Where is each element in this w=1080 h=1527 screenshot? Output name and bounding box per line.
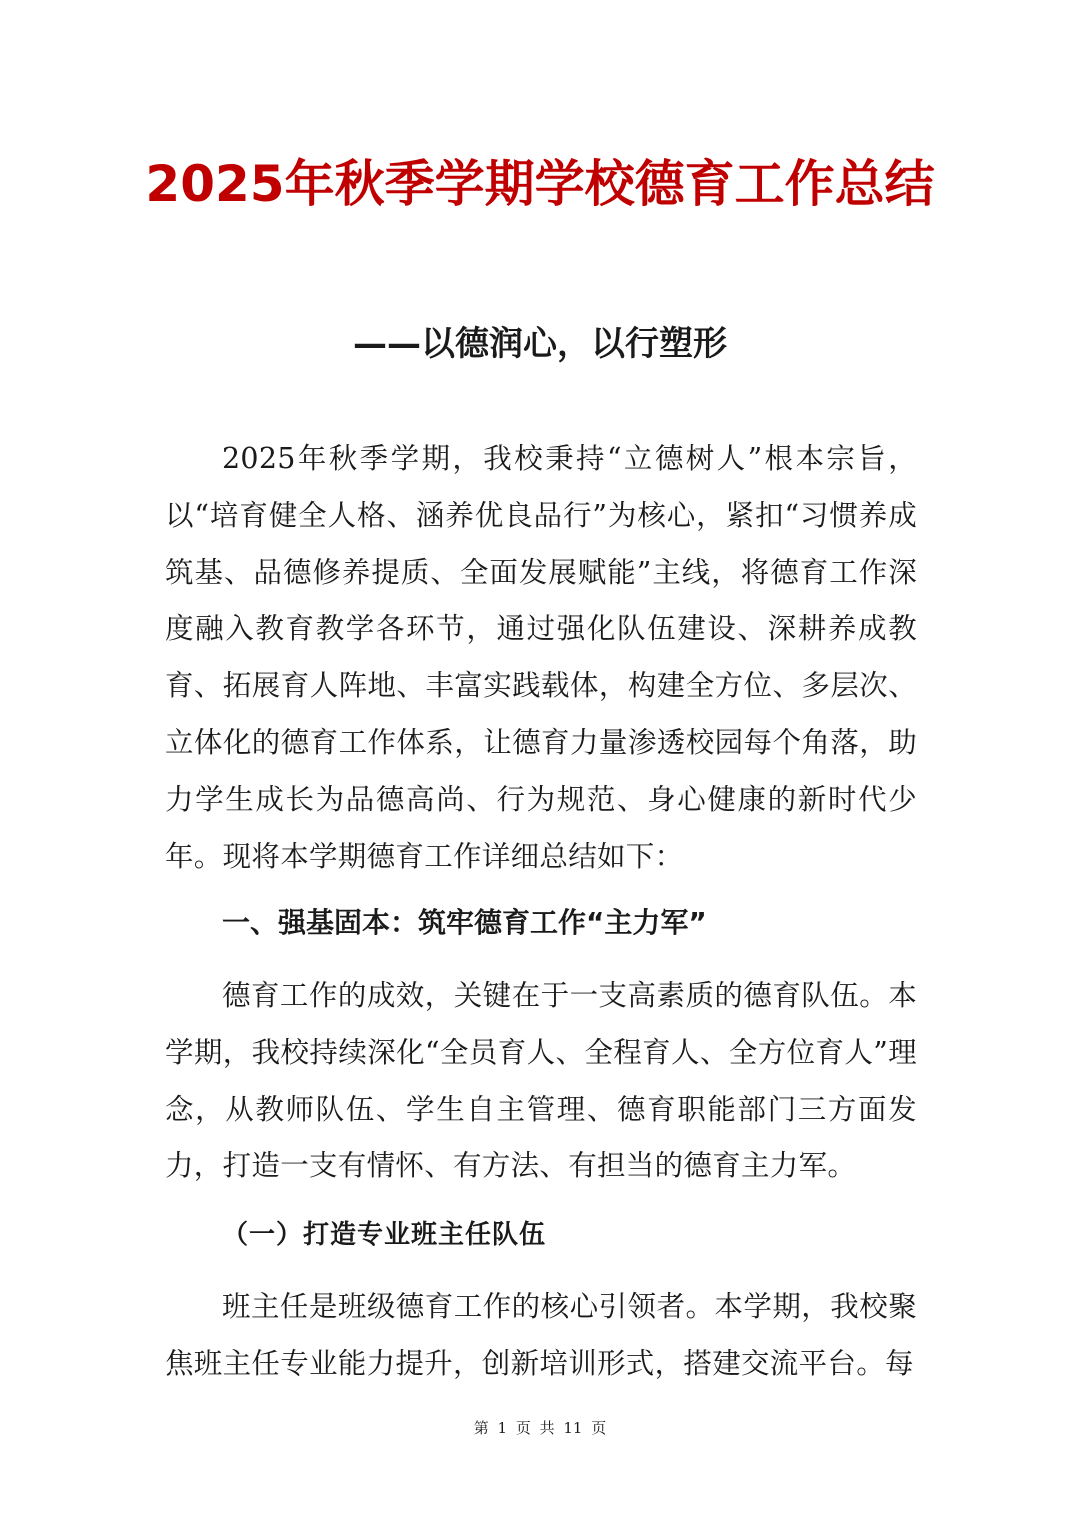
document-subtitle: ——以德润心，以行塑形 <box>353 324 727 364</box>
subsection-heading-1: （一）打造专业班主任队伍 <box>222 1220 547 1250</box>
section-1-paragraph: 德育工作的成效，关键在于一支高素质的德育队伍。本学期，我校持续深化“全员育人、全程育人、全方位育人”理念，从教师队伍、学生自主管理、德育职能部门三方面发力，打造一支有情怀、有方法、有担当的德育主力军。 <box>165 979 917 1183</box>
intro-paragraph: 2025年秋季学期，我校秉持“立德树人”根本宗旨，以“培育健全人格、涵养优良品行”为核心，紧扣“习惯养成筑基、品德修养提质、全面发展赋能”主线，将德育工作深度融入教育教学各环节，通过强化队伍建设、深耕养成教育、拓展育人阵地、丰富实践载体，构建全方位、多层次、立体化的德育工作体系，让德育力量渗透校园每个角落，助力学生成长为品德高尚、行为规范、身心健康的新时代少年。现将本学期德育工作详细总结如下： <box>165 442 917 873</box>
subsection-1-paragraph: 班主任是班级德育工作的核心引领者。本学期，我校聚焦班主任专业能力提升，创新培训形式，搭建交流平台。每 <box>165 1290 917 1380</box>
document-title: 2025年秋季学期学校德育工作总结 <box>145 155 935 213</box>
page-number-footer: 第 1 页 共 11 页 <box>473 1419 607 1437</box>
section-heading-1: 一、强基固本：筑牢德育工作“主力军” <box>222 906 707 939</box>
